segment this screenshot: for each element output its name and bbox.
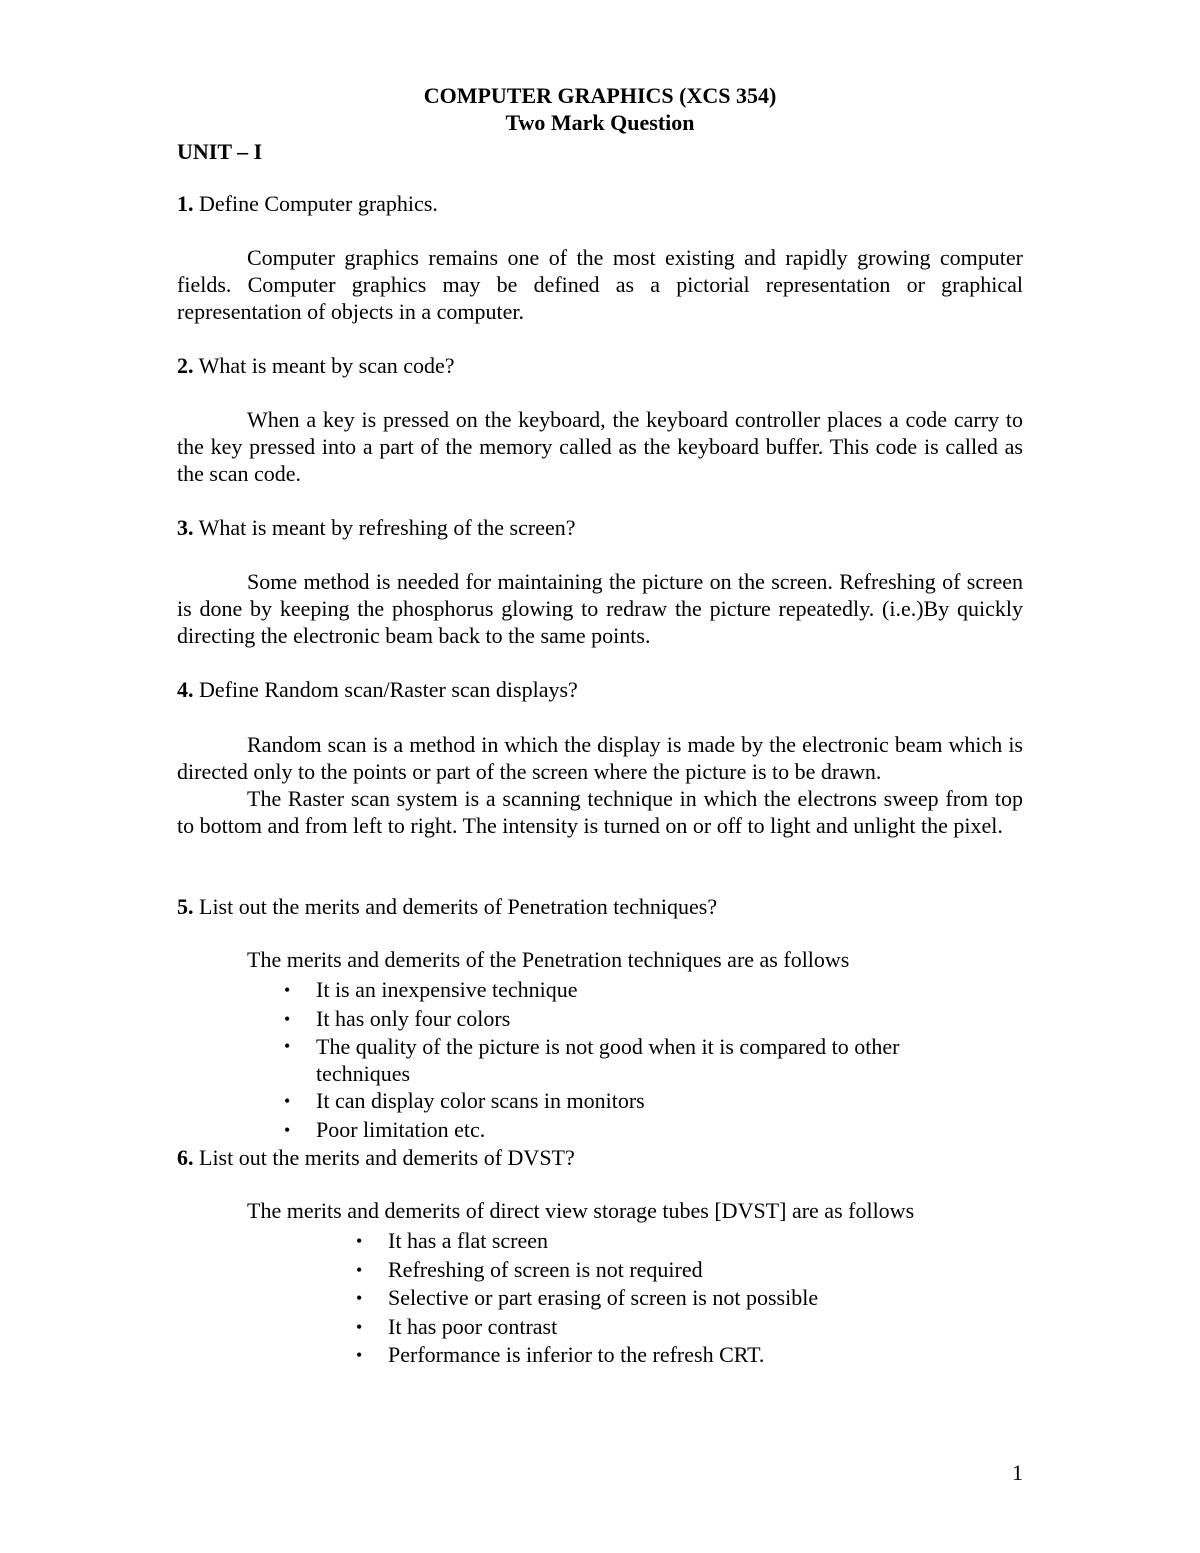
bullet-icon: •: [356, 1288, 363, 1308]
question-text: List out the merits and demerits of DVST?: [193, 1145, 575, 1170]
bullet-icon: •: [284, 1091, 291, 1111]
document-title: COMPUTER GRAPHICS (XCS 354): [423, 83, 777, 108]
question-2: [177, 353, 455, 379]
answer-3: Some method is needed for maintaining the picture on the screen. Refreshing of screen is done by keeping the phosphorus glowing to redraw the picture repeatedly. (i.e.)By quickly directing the electronic beam back to the same points.: [177, 569, 1023, 648]
answer-4-continued: The Raster scan system is a scanning technique in which the electrons sweep from top to bottom and from left to right. The intensity is turned on or off to light and unlight the pixel.: [177, 786, 1023, 838]
question-4: [177, 677, 578, 703]
bullet-icon: •: [284, 1008, 291, 1029]
answer-4: Random scan is a method in which the display is made by the electronic beam which is directed only to the points or part of the screen where the picture is to be drawn.: [177, 732, 1023, 784]
list-item: • Performance is inferior to the refresh CRT.: [356, 1341, 1016, 1370]
answer-1: Computer graphics remains one of the most existing and rapidly growing computer fields. Computer graphics may be defined as a pictorial representation or graphical representation of objects in a computer.: [177, 245, 1023, 324]
question-1: [177, 191, 438, 217]
answer-5-bullet-list: [284, 976, 964, 1144]
question-text: List out the merits and demerits of Penetration techniques?: [193, 894, 718, 919]
list-item: • It is an inexpensive technique: [284, 976, 964, 1005]
page-number: 1: [1012, 1460, 1023, 1485]
unit-heading: UNIT – I: [177, 139, 263, 164]
question-number: 2.: [177, 353, 194, 378]
answer-6-intro: The merits and demerits of direct view storage tubes [DVST] are as follows: [247, 1198, 915, 1223]
question-number: 4.: [177, 677, 194, 702]
answer-2: When a key is pressed on the keyboard, the keyboard controller places a code carry to the key pressed into a part of the memory called as the keyboard buffer. This code is called as the scan code.: [177, 407, 1023, 486]
list-item: • The quality of the picture is not good when it is compared to other techniques: [284, 1034, 900, 1086]
question-text: Define Random scan/Raster scan displays?: [193, 677, 578, 702]
list-item: • Selective or part erasing of screen is not possible: [356, 1284, 1016, 1313]
question-text: What is meant by scan code?: [193, 353, 455, 378]
bullet-icon: •: [356, 1345, 363, 1365]
question-text: What is meant by refreshing of the screen?: [193, 515, 576, 540]
question-number: 1.: [177, 191, 194, 216]
question-number: 3.: [177, 515, 194, 540]
bullet-icon: •: [356, 1316, 363, 1337]
list-item: • Poor limitation etc.: [284, 1116, 964, 1145]
question-text: Define Computer graphics.: [193, 191, 438, 216]
bullet-icon: •: [284, 1036, 291, 1056]
question-number: 5.: [177, 894, 194, 919]
question-6: [177, 1145, 575, 1171]
list-item: • It has a flat screen: [356, 1227, 1016, 1256]
bullet-icon: •: [356, 1259, 363, 1280]
list-item: • Refreshing of screen is not required: [356, 1256, 1016, 1285]
question-5: [177, 894, 717, 920]
answer-6-bullet-list: [356, 1227, 1016, 1370]
list-item: • It can display color scans in monitors: [284, 1087, 964, 1116]
answer-5-intro: The merits and demerits of the Penetration techniques are as follows: [247, 947, 850, 972]
bullet-icon: •: [284, 980, 291, 1000]
list-item: • It has only four colors: [284, 1005, 964, 1034]
document-subtitle: Two Mark Question: [505, 110, 695, 135]
question-3: [177, 515, 576, 541]
list-item: • It has poor contrast: [356, 1313, 1016, 1342]
question-number: 6.: [177, 1145, 194, 1170]
bullet-icon: •: [356, 1231, 363, 1251]
bullet-icon: •: [284, 1119, 291, 1140]
